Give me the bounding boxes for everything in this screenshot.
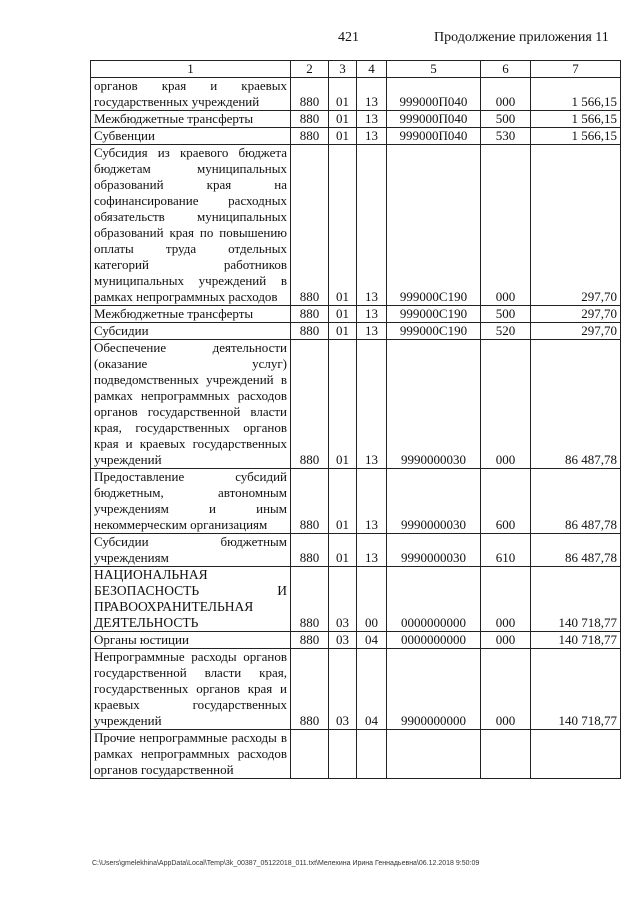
admin-code: 880 [291,632,329,649]
amount: 1 566,15 [531,78,621,111]
subsection-code: 13 [357,534,387,567]
section-code [329,730,357,779]
row-description: Обеспечение деятельности (оказание услуг) подведомственных учреждений в рамках непрограммных расходов органов государственной власти края, государственных органов края и краевых государственных учреждений [91,340,291,469]
subsection-code [357,730,387,779]
row-description: Субсидия из краевого бюджета бюджетам муниципальных образований края на софинансирование расходных обязательств муниципальных образований края по повышению оплаты труда отдельных категорий работников муниципальных учреждений в рамках непрограммных расходов [91,145,291,306]
expense-type-code: 500 [481,111,531,128]
amount: 140 718,77 [531,649,621,730]
subsection-code: 13 [357,306,387,323]
admin-code: 880 [291,323,329,340]
target-code: 999000С190 [387,145,481,306]
amount: 297,70 [531,306,621,323]
expense-type-code: 530 [481,128,531,145]
table-row [91,469,621,534]
admin-code: 880 [291,111,329,128]
target-code: 999000С190 [387,323,481,340]
section-code: 01 [329,78,357,111]
subsection-code: 13 [357,145,387,306]
column-header: 5 [387,61,481,78]
target-code: 999000С190 [387,306,481,323]
table-row [91,306,621,323]
section-code: 03 [329,567,357,632]
amount: 1 566,15 [531,111,621,128]
row-description: НАЦИОНАЛЬНАЯ БЕЗОПАСНОСТЬ И ПРАВООХРАНИТЕЛЬНАЯ ДЕЯТЕЛЬНОСТЬ [91,567,291,632]
section-code: 01 [329,145,357,306]
expense-type-code: 610 [481,534,531,567]
file-path-footer: C:\Users\gmelekhina\AppData\Local\Temp\3k_00387_05122018_011.txt\Мелехина Ирина Геннадьевна\06.12.2018 9:50:09 [92,860,480,867]
admin-code: 880 [291,78,329,111]
expense-type-code: 000 [481,340,531,469]
admin-code: 880 [291,145,329,306]
section-code: 03 [329,649,357,730]
subsection-code: 04 [357,632,387,649]
amount [531,730,621,779]
target-code: 999000П040 [387,128,481,145]
admin-code: 880 [291,534,329,567]
table-row [91,323,621,340]
subsection-code: 13 [357,78,387,111]
subsection-code: 13 [357,469,387,534]
expense-type-code: 000 [481,649,531,730]
expense-type-code: 500 [481,306,531,323]
table-row [91,111,621,128]
admin-code: 880 [291,306,329,323]
target-code: 9990000030 [387,469,481,534]
admin-code: 880 [291,128,329,145]
subsection-code: 04 [357,649,387,730]
admin-code: 880 [291,567,329,632]
amount: 1 566,15 [531,128,621,145]
table-row [91,567,621,632]
amount: 140 718,77 [531,632,621,649]
section-code: 01 [329,534,357,567]
target-code: 999000П040 [387,111,481,128]
table-row [91,730,621,779]
target-code: 9990000030 [387,534,481,567]
target-code: 9900000000 [387,649,481,730]
expense-type-code: 600 [481,469,531,534]
subsection-code: 13 [357,128,387,145]
table-row [91,632,621,649]
subsection-code: 13 [357,340,387,469]
expense-type-code: 000 [481,78,531,111]
section-code: 01 [329,128,357,145]
row-description: Субсидии бюджетным учреждениям [91,534,291,567]
row-description: Субвенции [91,128,291,145]
section-code: 01 [329,469,357,534]
admin-code: 880 [291,649,329,730]
row-description: Органы юстиции [91,632,291,649]
table-row [91,145,621,306]
table-row [91,534,621,567]
column-header: 1 [91,61,291,78]
table-row [91,78,621,111]
expense-type-code [481,730,531,779]
section-code: 01 [329,306,357,323]
target-code: 0000000000 [387,567,481,632]
amount: 86 487,78 [531,534,621,567]
amount: 297,70 [531,323,621,340]
column-header: 2 [291,61,329,78]
row-description: Межбюджетные трансферты [91,111,291,128]
admin-code: 880 [291,469,329,534]
budget-table [90,60,621,779]
row-description: Субсидии [91,323,291,340]
subsection-code: 00 [357,567,387,632]
column-header: 3 [329,61,357,78]
expense-type-code: 520 [481,323,531,340]
target-code: 9990000030 [387,340,481,469]
section-code: 01 [329,323,357,340]
amount: 297,70 [531,145,621,306]
page-number: 421 [338,30,359,45]
row-description: Предоставление субсидий бюджетным, автономным учреждениям и иным некоммерческим организациям [91,469,291,534]
column-header: 7 [531,61,621,78]
expense-type-code: 000 [481,567,531,632]
row-description: органов края и краевых государственных учреждений [91,78,291,111]
admin-code [291,730,329,779]
expense-type-code: 000 [481,145,531,306]
column-header: 6 [481,61,531,78]
row-description: Межбюджетные трансферты [91,306,291,323]
target-code [387,730,481,779]
target-code: 0000000000 [387,632,481,649]
target-code: 999000П040 [387,78,481,111]
amount: 140 718,77 [531,567,621,632]
table-row [91,128,621,145]
table-row [91,340,621,469]
row-description: Непрограммные расходы органов государственной власти края, государственных органов края и краевых государственных учреждений [91,649,291,730]
amount: 86 487,78 [531,469,621,534]
section-code: 03 [329,632,357,649]
subsection-code: 13 [357,111,387,128]
subsection-code: 13 [357,323,387,340]
amount: 86 487,78 [531,340,621,469]
column-number-row [91,61,621,78]
admin-code: 880 [291,340,329,469]
appendix-continuation-label: Продолжение приложения 11 [434,30,609,45]
section-code: 01 [329,340,357,469]
table-row [91,649,621,730]
expense-type-code: 000 [481,632,531,649]
row-description: Прочие непрограммные расходы в рамках непрограммных расходов органов государственной [91,730,291,779]
section-code: 01 [329,111,357,128]
column-header: 4 [357,61,387,78]
